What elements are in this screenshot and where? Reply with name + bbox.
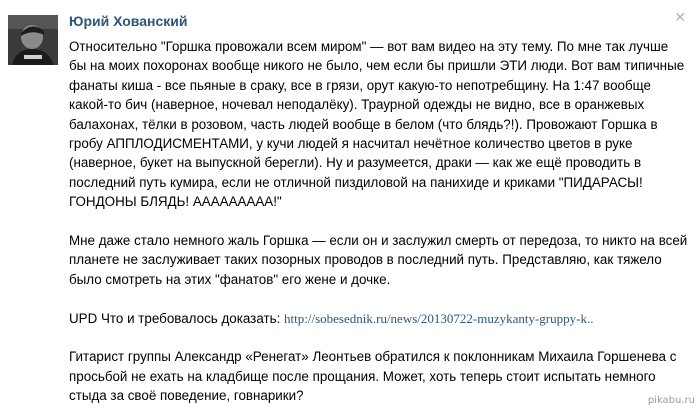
watermark: pikabu.ru bbox=[647, 395, 695, 406]
post-body bbox=[69, 37, 689, 406]
post-update bbox=[69, 309, 689, 328]
avatar[interactable] bbox=[8, 15, 58, 65]
author-name-link[interactable]: Юрий Хованский bbox=[69, 13, 188, 29]
post-paragraph-1: Относительно "Горшка провожали всем миром" — вот вам видео на эту тему. По мне так лучше бы на моих похоронах вообще никого не было, чем если бы пришли ЭТИ люди. Вот вам типичные фанаты киша - все пьяные в сраку, все в грязи, орут какую-то непотребщину. На 1:47 вообще какой-то бич (наверное, ночевал неподалёку). Траурной одежды не видно, все в оранжевых балахонах, тёлки в розовом, часть людей вообще в белом (что блядь?!). Провожают Горшка в гробу АППЛОДИСМЕНТАМИ, у кучи людей я насчитал нечётное количество цветов в руке (наверное, букет на выпускной берегли). Ну и разумеется, драки — как же ещё проводить в последний путь кумира, если не отличной пиздиловой на панихиде и криками "ПИДАРАСЫ! ГОНДОНЫ БЛЯДЬ! ААААААААА!" bbox=[69, 39, 685, 210]
close-icon[interactable]: ✕ bbox=[674, 9, 686, 25]
external-link[interactable]: http://sobesednik.ru/news/20130722-muzykanty-gruppy-k.. bbox=[284, 310, 594, 326]
post-paragraph-3: Гитарист группы Александр «Ренегат» Леонтьев обратился к поклонникам Михаила Горшенева с просьбой не ехать на кладбище после прощания. Может, хоть теперь стоит испытать немного стыда за своё поведение, говнарики? bbox=[69, 349, 677, 404]
avatar-photo bbox=[8, 15, 58, 65]
post-paragraph-2: Мне даже стало немного жаль Горшка — если он и заслужил смерть от передоза, то никто на всей планете не заслуживает таких позорных проводов в последний путь. Представляю, как тяжело было смотреть на этих "фанатов" его жене и дочке. bbox=[69, 233, 688, 287]
update-label: UPD Что и требовалось доказать: bbox=[69, 310, 285, 326]
